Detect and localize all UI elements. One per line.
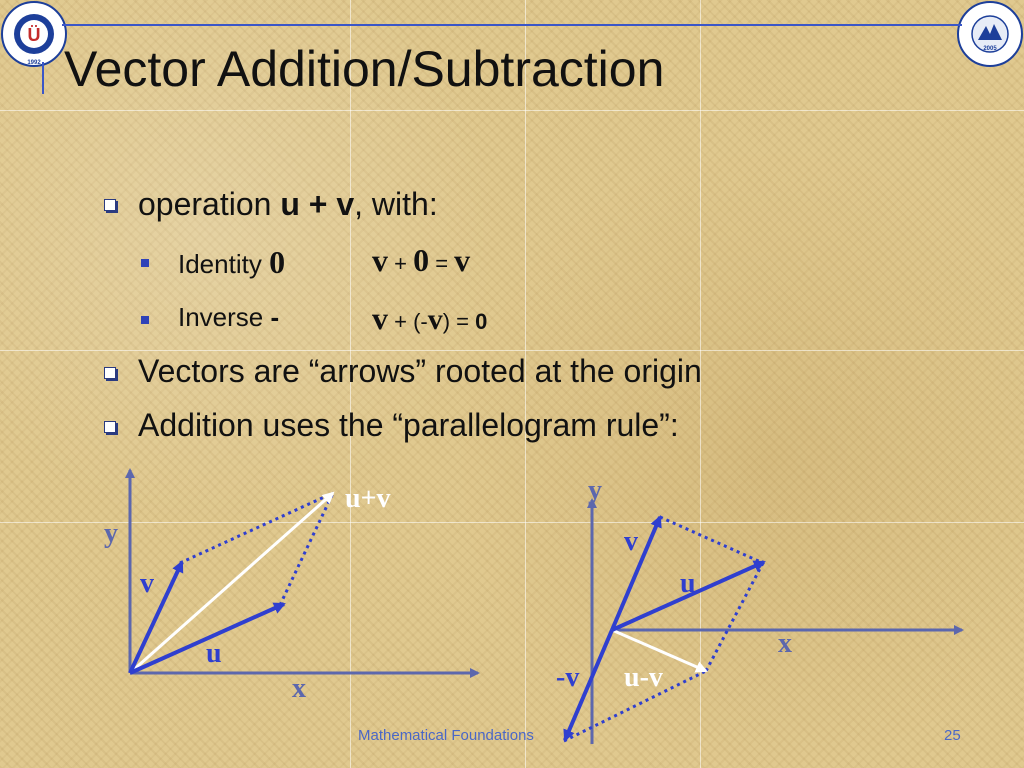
v-label: v xyxy=(140,568,154,599)
sum-label: u+v xyxy=(345,483,391,514)
inverse-label: Inverse xyxy=(178,302,271,332)
eq-v: v xyxy=(372,300,388,336)
eq-v: v xyxy=(454,242,471,278)
eq-plus-open: + (- xyxy=(388,309,428,334)
bullet-text: , with: xyxy=(354,186,438,222)
footer-course-title: Mathematical Foundations xyxy=(358,727,534,744)
slide-title: Vector Addition/Subtraction xyxy=(64,41,665,97)
logo-initial: Ü xyxy=(27,25,41,45)
parallelogram-edge xyxy=(280,493,333,605)
u-label: u xyxy=(680,568,696,599)
page-number: 25 xyxy=(944,727,961,744)
v-label: v xyxy=(624,526,638,557)
difference-label: u-v xyxy=(624,662,663,693)
eq-v: v xyxy=(427,303,443,336)
bullet-arrows: Vectors are “arrows” rooted at the origin xyxy=(138,353,702,389)
parallelogram-edge xyxy=(706,563,763,671)
plus-sign: + xyxy=(299,186,337,222)
eq-zero: 0 xyxy=(475,309,488,334)
bullet-parallelogram: Addition uses the “parallelogram rule”: xyxy=(138,407,679,443)
y-axis-label: y xyxy=(588,475,602,506)
parallelogram-edge xyxy=(660,517,763,563)
logo-year: 2005 xyxy=(983,46,997,52)
identity-label: Identity xyxy=(178,249,270,279)
x-axis-label: x xyxy=(778,628,792,659)
subtraction-diagram xyxy=(556,475,962,744)
vector-v-arrow xyxy=(130,562,182,673)
u-label: u xyxy=(206,638,222,669)
identity-zero: 0 xyxy=(269,244,286,280)
bullet-text: operation xyxy=(138,186,281,222)
x-axis-label: x xyxy=(292,673,306,704)
y-axis-label: y xyxy=(104,518,118,549)
eq-close-equals: ) = xyxy=(442,309,476,334)
vector-v: v xyxy=(336,186,355,222)
eq-v: v xyxy=(372,242,388,278)
addition-diagram xyxy=(104,470,478,704)
eq-equals: = xyxy=(429,251,455,276)
vector-u: u xyxy=(280,186,300,222)
eq-zero: 0 xyxy=(413,242,430,278)
sum-vector xyxy=(130,493,333,673)
inverse-minus: - xyxy=(270,302,280,332)
parallelogram-edge xyxy=(180,493,333,563)
neg-v-label: -v xyxy=(556,662,580,693)
logo-year: 1992 xyxy=(27,60,41,66)
eq-plus: + xyxy=(388,251,414,276)
